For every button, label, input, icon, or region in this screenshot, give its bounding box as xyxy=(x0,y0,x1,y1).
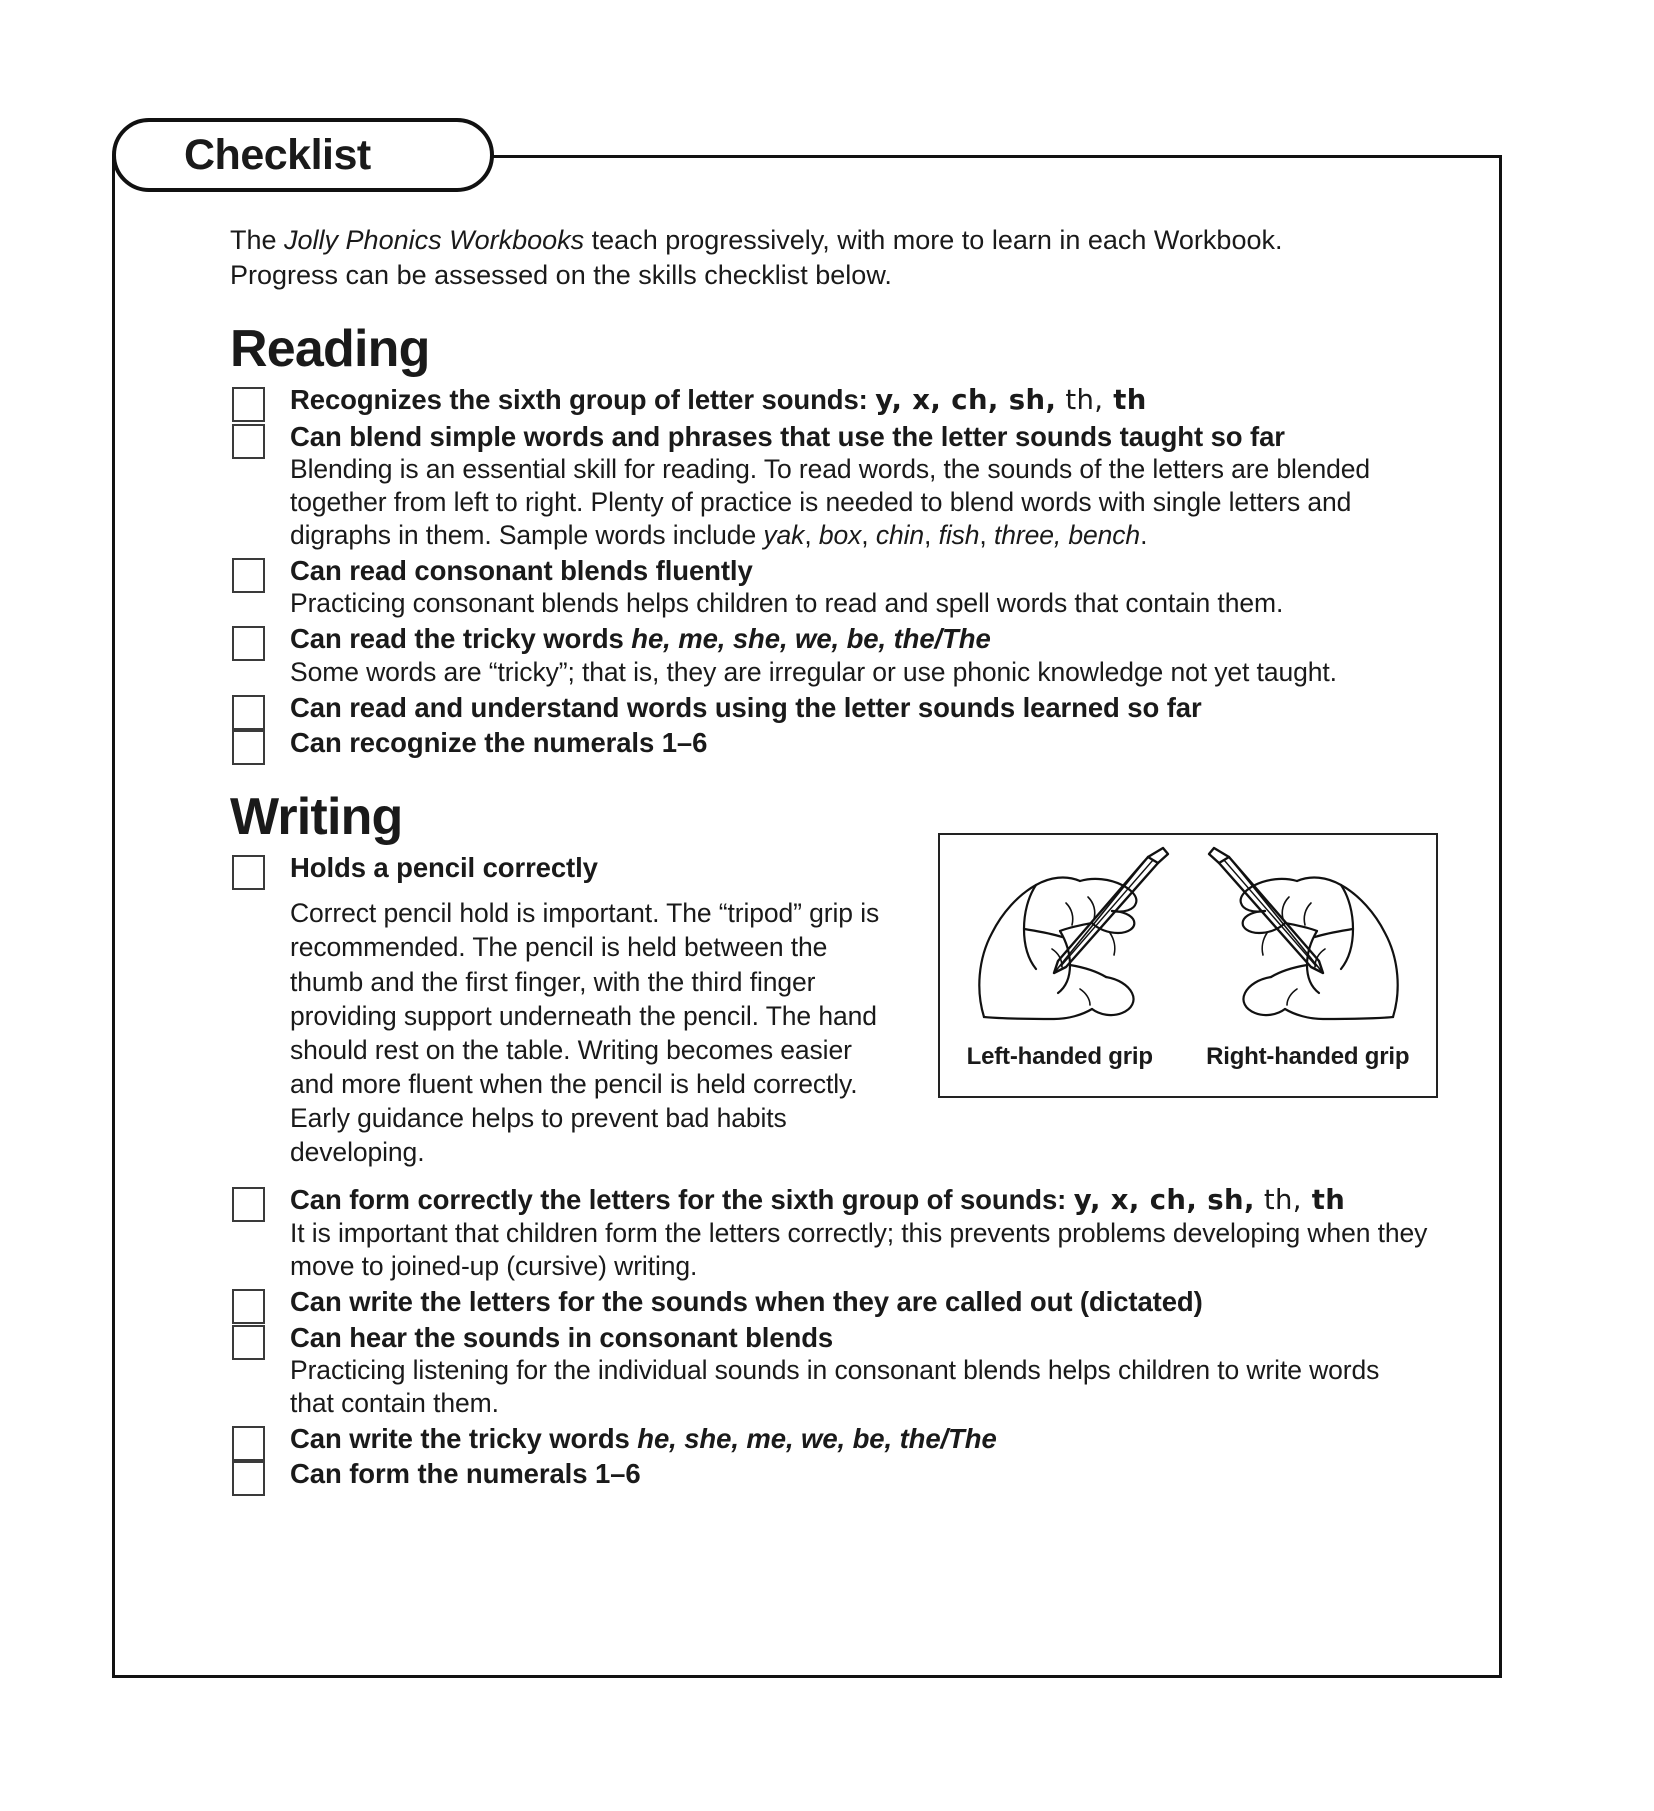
checklist-item-title xyxy=(290,1183,1430,1218)
section-heading-reading: Reading xyxy=(230,320,430,379)
checklist-item-title: Can read and understand words using the letter sounds learned so far xyxy=(290,691,1202,723)
checklist-item-title: Can write the letters for the sounds when they are called out (dictated) xyxy=(290,1286,1203,1318)
checklist-item-description: Practicing listening for the individual sounds in consonant blends helps children to write words that contain them. xyxy=(290,1355,1380,1419)
checklist-item[interactable] xyxy=(230,383,1430,418)
intro-after: teach progressively, with more to learn in each Workbook. Progress can be assessed on the skills checklist below. xyxy=(230,225,1283,290)
checkbox[interactable] xyxy=(232,1461,265,1496)
checkbox[interactable] xyxy=(232,1325,265,1360)
checklist-item[interactable] xyxy=(230,1422,1430,1456)
pencil-grip-images xyxy=(940,835,1436,1031)
checklist-item-description: It is important that children form the letters correctly; this prevents problems developing when they move to joined-up (cursive) writing. xyxy=(290,1218,1428,1282)
checklist-item[interactable] xyxy=(230,691,1430,725)
checklist-item-title: Can recognize the numerals 1–6 xyxy=(290,727,708,759)
checklist-item[interactable] xyxy=(230,622,1430,688)
checklist-item[interactable] xyxy=(230,420,1430,552)
checklist-item[interactable] xyxy=(230,1285,1430,1319)
checkbox[interactable] xyxy=(232,730,265,765)
intro-paragraph xyxy=(230,223,1395,292)
phonics-sounds-bold-2: th xyxy=(1301,1183,1346,1216)
checklist-tab xyxy=(112,118,494,192)
checkbox[interactable] xyxy=(232,855,265,890)
checklist-item[interactable] xyxy=(230,726,1430,760)
tricky-words: he, me, she, we, be, the/The xyxy=(631,623,991,655)
phonics-sounds-light: th, xyxy=(1056,384,1104,417)
sample-word-4: fish xyxy=(938,520,980,551)
phonics-sounds-bold: y, x, ch, sh, xyxy=(1073,1183,1255,1216)
sample-word-1: yak xyxy=(763,520,805,551)
checklist-item[interactable] xyxy=(230,1321,1430,1420)
desc-before: Blending is an essential skill for reading. To read words, the sounds of the letters are blended together from left to right. Plenty of practice is needed to blend words with single letters and digraphs in them. Sample words include xyxy=(290,454,1371,551)
checkbox[interactable] xyxy=(232,695,265,730)
checklist-item-title: Can hear the sounds in consonant blends xyxy=(290,1321,834,1353)
tricky-words: he, she, me, we, be, the/The xyxy=(637,1422,997,1454)
desc-sep-3: , xyxy=(924,520,939,551)
checklist-item-title xyxy=(290,1422,1430,1456)
checklist-item-description: Practicing consonant blends helps children to read and spell words that contain them. xyxy=(290,588,1284,619)
checklist-item[interactable] xyxy=(230,1457,1430,1491)
item-title-text: Can read the tricky words xyxy=(290,623,632,655)
checklist-item-title: Can form the numerals 1–6 xyxy=(290,1458,641,1490)
desc-sep-2: , xyxy=(861,520,876,551)
checkbox[interactable] xyxy=(232,1426,265,1461)
checkbox[interactable] xyxy=(232,1187,265,1222)
checklist-item-title: Can blend simple words and phrases that use the letter sounds taught so far xyxy=(290,420,1285,452)
checkbox[interactable] xyxy=(232,424,265,459)
checklist-panel xyxy=(112,118,1502,1678)
desc-after: . xyxy=(1140,520,1148,551)
right-grip-caption: Right-handed grip xyxy=(1206,1042,1410,1070)
checklist-item-title xyxy=(290,383,1430,418)
checklist-item-title: Can read consonant blends fluently xyxy=(290,554,753,586)
checklist-item-description: Some words are “tricky”; that is, they are irregular or use phonic knowledge not yet taught. xyxy=(290,656,1337,687)
checkbox[interactable] xyxy=(232,1289,265,1324)
intro-book-title: Jolly Phonics Workbooks xyxy=(284,225,585,255)
checklist-content xyxy=(230,196,1430,1493)
phonics-sounds-light: th, xyxy=(1254,1183,1302,1216)
sample-word-5: three, bench xyxy=(993,520,1141,551)
checklist-item-title: Holds a pencil correctly xyxy=(290,851,598,883)
checklist-item[interactable] xyxy=(230,1183,1430,1283)
left-grip-caption: Left-handed grip xyxy=(966,1042,1153,1070)
pencil-grip-captions xyxy=(940,1031,1436,1083)
checkbox[interactable] xyxy=(232,558,265,593)
checklist-item[interactable] xyxy=(230,554,1430,620)
phonics-sounds-bold: y, x, ch, sh, xyxy=(875,384,1057,417)
sample-word-3: chin xyxy=(875,520,925,551)
desc-sep-1: , xyxy=(804,520,819,551)
desc-sep-4: , xyxy=(979,520,994,551)
left-hand-grip-icon xyxy=(962,841,1177,1031)
checklist-item-description xyxy=(290,453,1430,552)
section-heading-writing: Writing xyxy=(230,787,403,846)
item-title-text: Can form correctly the letters for the sixth group of sounds: xyxy=(290,1183,1074,1215)
sample-word-2: box xyxy=(818,520,862,551)
checklist-item[interactable] xyxy=(230,851,1430,1169)
item-title-text: Can write the tricky words xyxy=(290,1422,638,1454)
checklist-item-title xyxy=(290,622,1430,656)
right-hand-grip-icon xyxy=(1200,841,1415,1031)
checklist-item-description: Correct pencil hold is important. The “tripod” grip is recommended. The pencil is held between the thumb and the first finger, with the third finger providing support underneath the pencil. The hand should rest on the table. Writing becomes easier and more fluent when the pencil is held correctly. Early guidance helps to prevent bad habits developing. xyxy=(290,898,880,1167)
phonics-sounds-bold-2: th xyxy=(1103,384,1147,417)
item-title-text: Recognizes the sixth group of letter sounds: xyxy=(290,384,876,416)
checklist-tab-title: Checklist xyxy=(184,130,371,179)
pencil-grip-figure xyxy=(938,833,1438,1098)
intro-before: The xyxy=(230,225,285,255)
checkbox[interactable] xyxy=(232,387,265,422)
checkbox[interactable] xyxy=(232,626,265,661)
